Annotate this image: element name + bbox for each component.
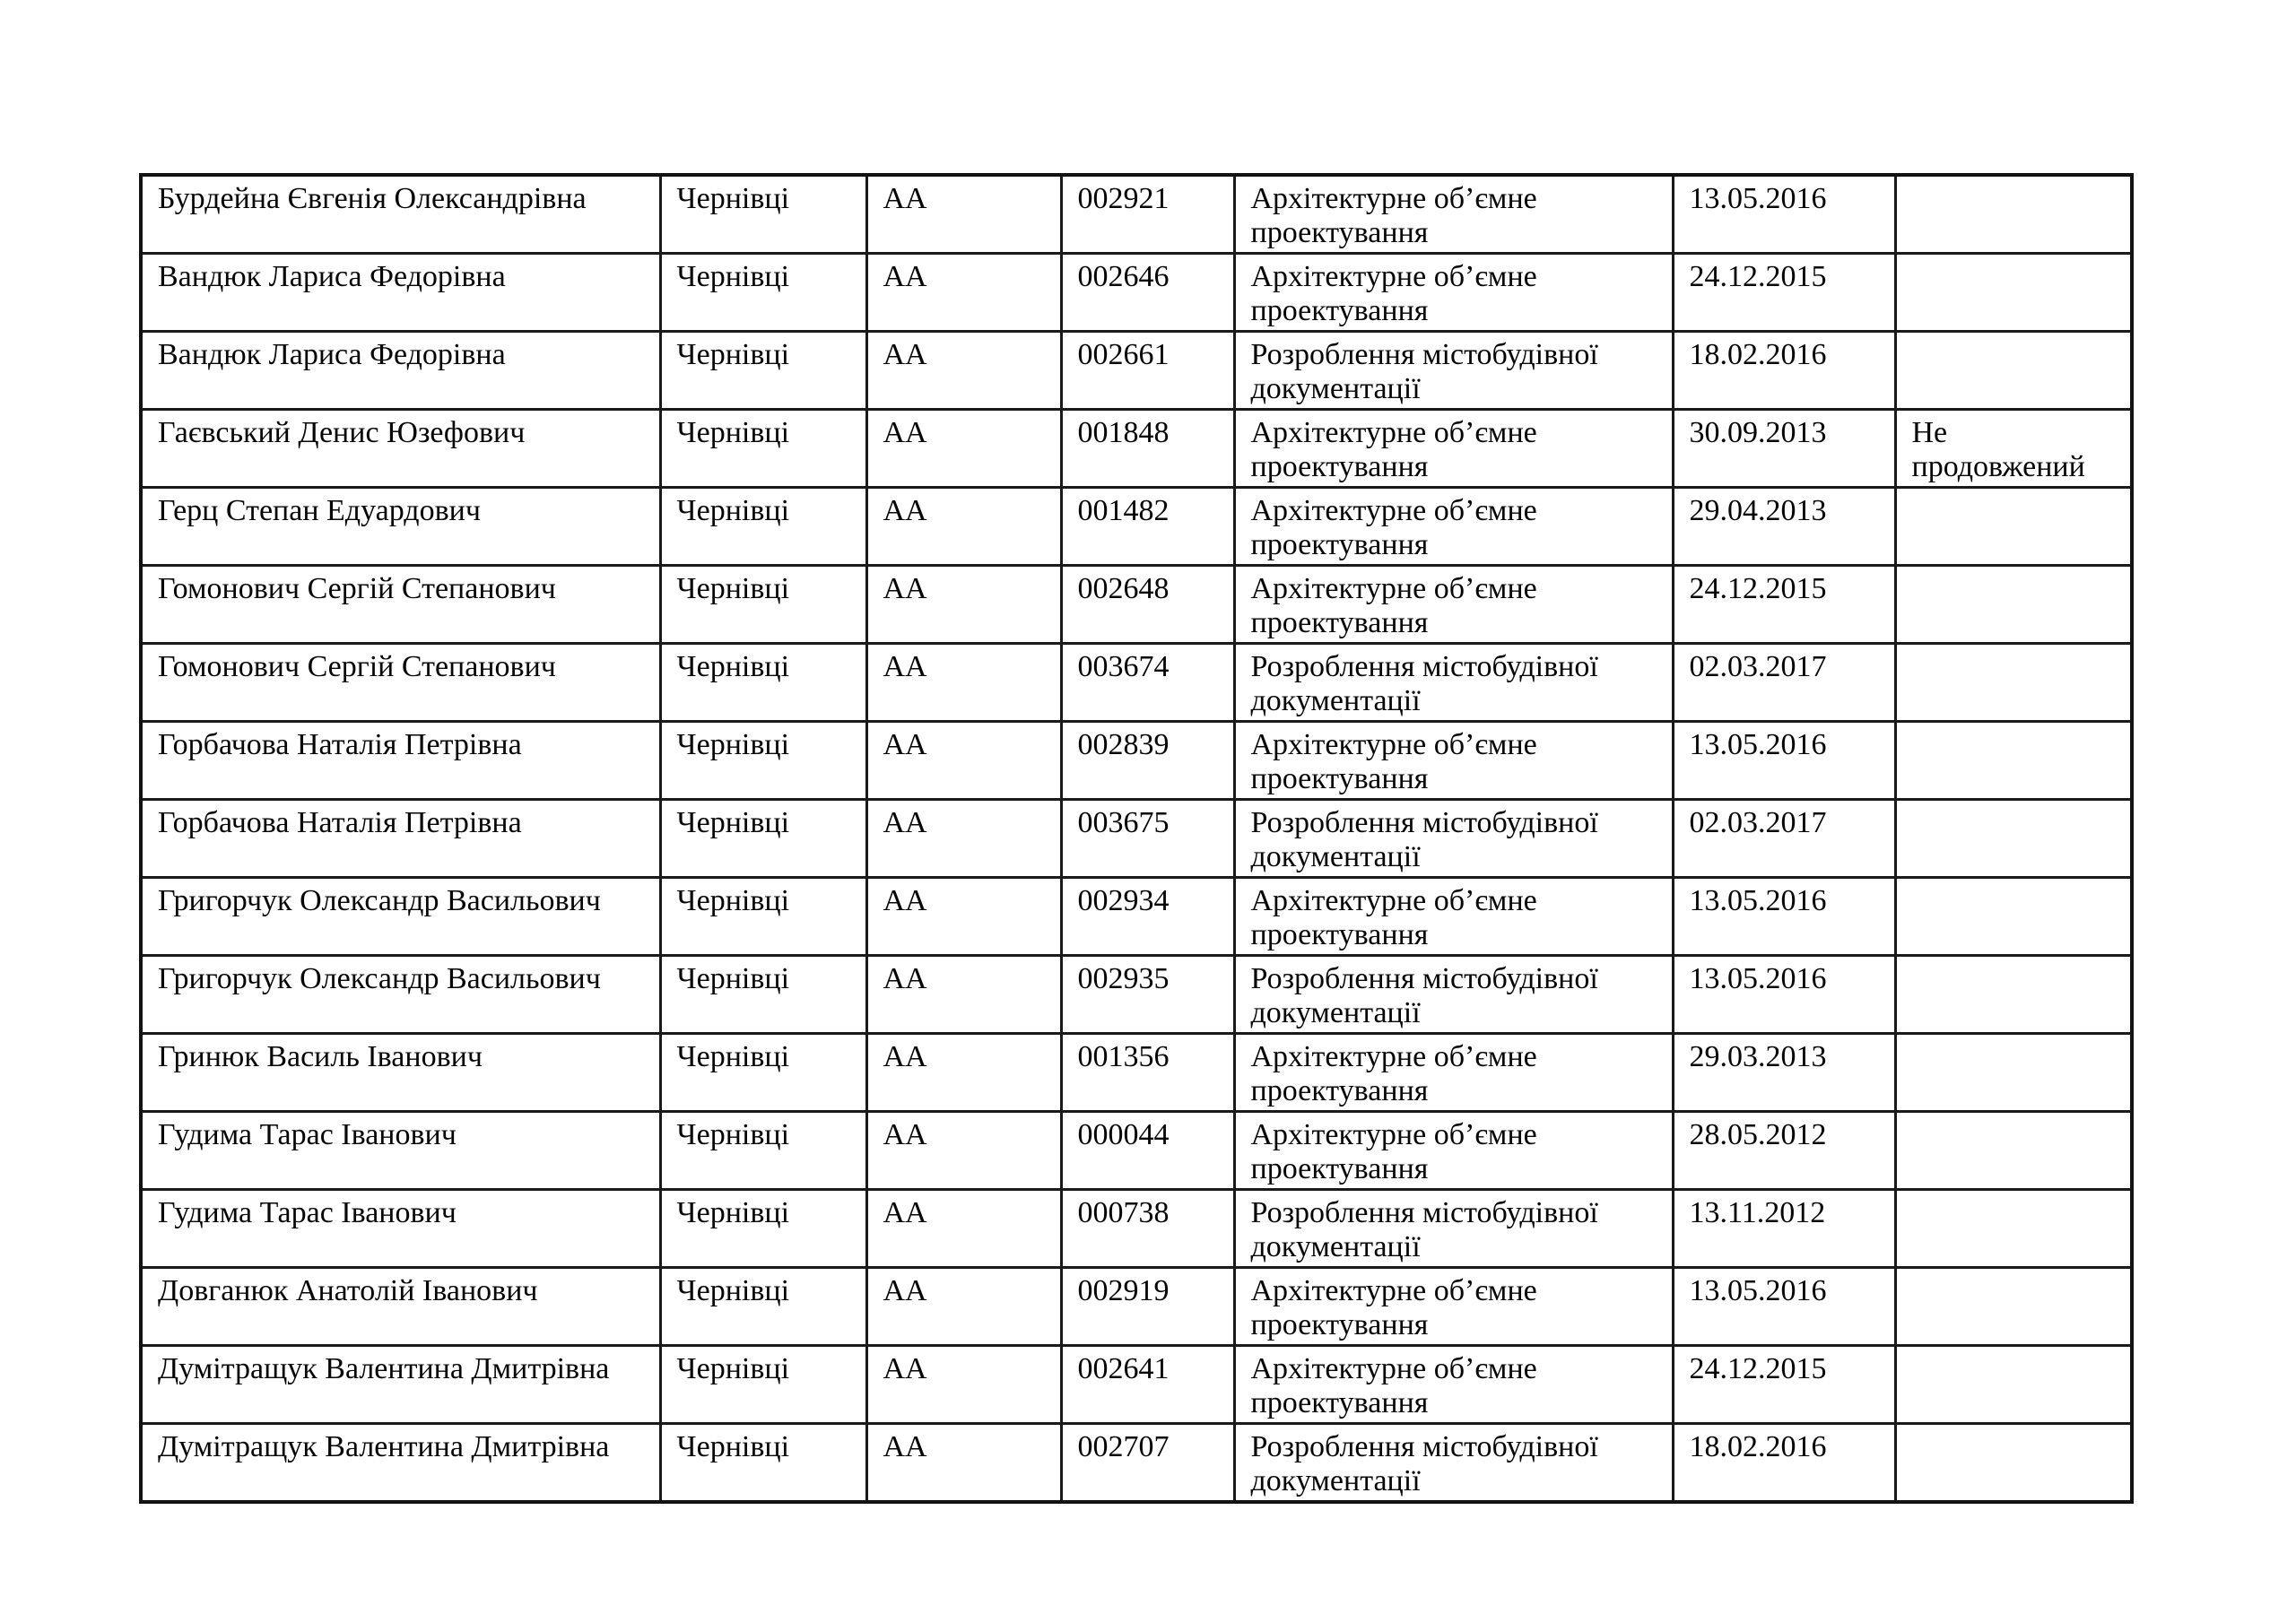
cell-work-type: Розроблення містобудівної документації — [1234, 644, 1673, 722]
cell-work-type: Розроблення містобудівної документації — [1234, 800, 1673, 878]
cell-number: 003675 — [1061, 800, 1234, 878]
cell-issue-date: 29.03.2013 — [1673, 1034, 1895, 1112]
cell-number: 001848 — [1061, 410, 1234, 488]
cell-city: Чернівці — [660, 1112, 866, 1190]
cell-number: 000738 — [1061, 1190, 1234, 1268]
cell-full-name: Горбачова Наталія Петрівна — [141, 800, 660, 878]
table-row — [141, 410, 2132, 488]
table-row — [141, 644, 2132, 722]
cell-number: 002919 — [1061, 1268, 1234, 1346]
cell-status — [1895, 1190, 2132, 1268]
cell-work-type: Архітектурне об’ємне проектування — [1234, 1034, 1673, 1112]
cell-full-name: Григорчук Олександр Васильович — [141, 956, 660, 1034]
table-row — [141, 1268, 2132, 1346]
cell-work-type: Архітектурне об’ємне проектування — [1234, 1112, 1673, 1190]
table-row — [141, 1034, 2132, 1112]
cell-series: АА — [866, 488, 1061, 566]
cell-city: Чернівці — [660, 644, 866, 722]
cell-full-name: Думітращук Валентина Дмитрівна — [141, 1424, 660, 1503]
cell-status — [1895, 1346, 2132, 1424]
cell-city: Чернівці — [660, 410, 866, 488]
cell-full-name: Гомонович Сергій Степанович — [141, 644, 660, 722]
cell-status — [1895, 254, 2132, 332]
cell-city: Чернівці — [660, 956, 866, 1034]
cell-work-type: Архітектурне об’ємне проектування — [1234, 254, 1673, 332]
cell-full-name: Думітращук Валентина Дмитрівна — [141, 1346, 660, 1424]
cell-full-name: Гудима Тарас Іванович — [141, 1112, 660, 1190]
cell-city: Чернівці — [660, 254, 866, 332]
table-row — [141, 878, 2132, 956]
cell-number: 002921 — [1061, 175, 1234, 254]
cell-city: Чернівці — [660, 878, 866, 956]
cell-city: Чернівці — [660, 722, 866, 800]
cell-city: Чернівці — [660, 1424, 866, 1503]
cell-full-name: Гаєвський Денис Юзефович — [141, 410, 660, 488]
cell-series: АА — [866, 175, 1061, 254]
cell-full-name: Гринюк Василь Іванович — [141, 1034, 660, 1112]
cell-number: 002648 — [1061, 566, 1234, 644]
cell-status — [1895, 956, 2132, 1034]
cell-number: 002641 — [1061, 1346, 1234, 1424]
cell-city: Чернівці — [660, 488, 866, 566]
cell-series: АА — [866, 332, 1061, 410]
cell-number: 002707 — [1061, 1424, 1234, 1503]
cell-full-name: Довганюк Анатолій Іванович — [141, 1268, 660, 1346]
cell-number: 002934 — [1061, 878, 1234, 956]
cell-full-name: Гудима Тарас Іванович — [141, 1190, 660, 1268]
cell-series: АА — [866, 956, 1061, 1034]
cell-number: 003674 — [1061, 644, 1234, 722]
cell-issue-date: 02.03.2017 — [1673, 644, 1895, 722]
cell-issue-date: 13.05.2016 — [1673, 722, 1895, 800]
cell-city: Чернівці — [660, 1268, 866, 1346]
cell-full-name: Вандюк Лариса Федорівна — [141, 254, 660, 332]
cell-issue-date: 13.05.2016 — [1673, 175, 1895, 254]
table-body — [141, 175, 2132, 1502]
cell-issue-date: 02.03.2017 — [1673, 800, 1895, 878]
cell-series: АА — [866, 1424, 1061, 1503]
cell-work-type: Архітектурне об’ємне проектування — [1234, 1268, 1673, 1346]
cell-work-type: Архітектурне об’ємне проектування — [1234, 1346, 1673, 1424]
cell-work-type: Розроблення містобудівної документації — [1234, 1190, 1673, 1268]
cell-number: 002935 — [1061, 956, 1234, 1034]
cell-city: Чернівці — [660, 332, 866, 410]
cell-work-type: Розроблення містобудівної документації — [1234, 956, 1673, 1034]
cell-status — [1895, 878, 2132, 956]
cell-city: Чернівці — [660, 566, 866, 644]
table-row — [141, 722, 2132, 800]
cell-full-name: Горбачова Наталія Петрівна — [141, 722, 660, 800]
cell-work-type: Архітектурне об’ємне проектування — [1234, 488, 1673, 566]
cell-issue-date: 30.09.2013 — [1673, 410, 1895, 488]
table-row — [141, 488, 2132, 566]
cell-series: АА — [866, 1034, 1061, 1112]
cell-series: АА — [866, 1112, 1061, 1190]
table-row — [141, 1112, 2132, 1190]
table-row — [141, 1346, 2132, 1424]
cell-series: АА — [866, 1268, 1061, 1346]
cell-issue-date: 24.12.2015 — [1673, 254, 1895, 332]
cell-work-type: Архітектурне об’ємне проектування — [1234, 175, 1673, 254]
cell-full-name: Бурдейна Євгенія Олександрівна — [141, 175, 660, 254]
cell-work-type: Архітектурне об’ємне проектування — [1234, 566, 1673, 644]
cell-city: Чернівці — [660, 800, 866, 878]
cell-status: Не продовжений — [1895, 410, 2132, 488]
cell-work-type: Архітектурне об’ємне проектування — [1234, 722, 1673, 800]
cell-city: Чернівці — [660, 1190, 866, 1268]
cell-number: 001482 — [1061, 488, 1234, 566]
cell-full-name: Гомонович Сергій Степанович — [141, 566, 660, 644]
cell-status — [1895, 332, 2132, 410]
table-row — [141, 800, 2132, 878]
cell-number: 002839 — [1061, 722, 1234, 800]
cell-series: АА — [866, 1190, 1061, 1268]
cell-full-name: Герц Степан Едуардович — [141, 488, 660, 566]
cell-series: АА — [866, 1346, 1061, 1424]
cell-issue-date: 24.12.2015 — [1673, 1346, 1895, 1424]
cell-status — [1895, 488, 2132, 566]
cell-issue-date: 28.05.2012 — [1673, 1112, 1895, 1190]
cell-number: 002646 — [1061, 254, 1234, 332]
cell-series: АА — [866, 644, 1061, 722]
cell-issue-date: 13.05.2016 — [1673, 878, 1895, 956]
cell-series: АА — [866, 800, 1061, 878]
table-row — [141, 332, 2132, 410]
cell-city: Чернівці — [660, 1346, 866, 1424]
cell-full-name: Григорчук Олександр Васильович — [141, 878, 660, 956]
cell-city: Чернівці — [660, 175, 866, 254]
cell-status — [1895, 1034, 2132, 1112]
table-row — [141, 956, 2132, 1034]
cell-series: АА — [866, 878, 1061, 956]
cell-issue-date: 24.12.2015 — [1673, 566, 1895, 644]
cell-work-type: Розроблення містобудівної документації — [1234, 1424, 1673, 1503]
cell-status — [1895, 175, 2132, 254]
cell-issue-date: 18.02.2016 — [1673, 332, 1895, 410]
cell-series: АА — [866, 566, 1061, 644]
cell-work-type: Архітектурне об’ємне проектування — [1234, 878, 1673, 956]
table-row — [141, 1190, 2132, 1268]
cell-status — [1895, 800, 2132, 878]
cell-number: 001356 — [1061, 1034, 1234, 1112]
table-row — [141, 254, 2132, 332]
cell-status — [1895, 1268, 2132, 1346]
cell-number: 002661 — [1061, 332, 1234, 410]
cell-status — [1895, 1424, 2132, 1503]
table-row — [141, 1424, 2132, 1503]
cell-full-name: Вандюк Лариса Федорівна — [141, 332, 660, 410]
table-row — [141, 175, 2132, 254]
cell-series: АА — [866, 410, 1061, 488]
table-row — [141, 566, 2132, 644]
cell-city: Чернівці — [660, 1034, 866, 1112]
cell-work-type: Розроблення містобудівної документації — [1234, 332, 1673, 410]
cell-status — [1895, 644, 2132, 722]
cell-status — [1895, 722, 2132, 800]
cell-issue-date: 13.11.2012 — [1673, 1190, 1895, 1268]
cell-issue-date: 18.02.2016 — [1673, 1424, 1895, 1503]
cell-status — [1895, 1112, 2132, 1190]
cell-issue-date: 13.05.2016 — [1673, 956, 1895, 1034]
cell-status — [1895, 566, 2132, 644]
cell-series: АА — [866, 254, 1061, 332]
cell-work-type: Архітектурне об’ємне проектування — [1234, 410, 1673, 488]
cell-issue-date: 13.05.2016 — [1673, 1268, 1895, 1346]
cell-number: 000044 — [1061, 1112, 1234, 1190]
cell-issue-date: 29.04.2013 — [1673, 488, 1895, 566]
certificates-registry-table — [139, 173, 2134, 1504]
cell-series: АА — [866, 722, 1061, 800]
